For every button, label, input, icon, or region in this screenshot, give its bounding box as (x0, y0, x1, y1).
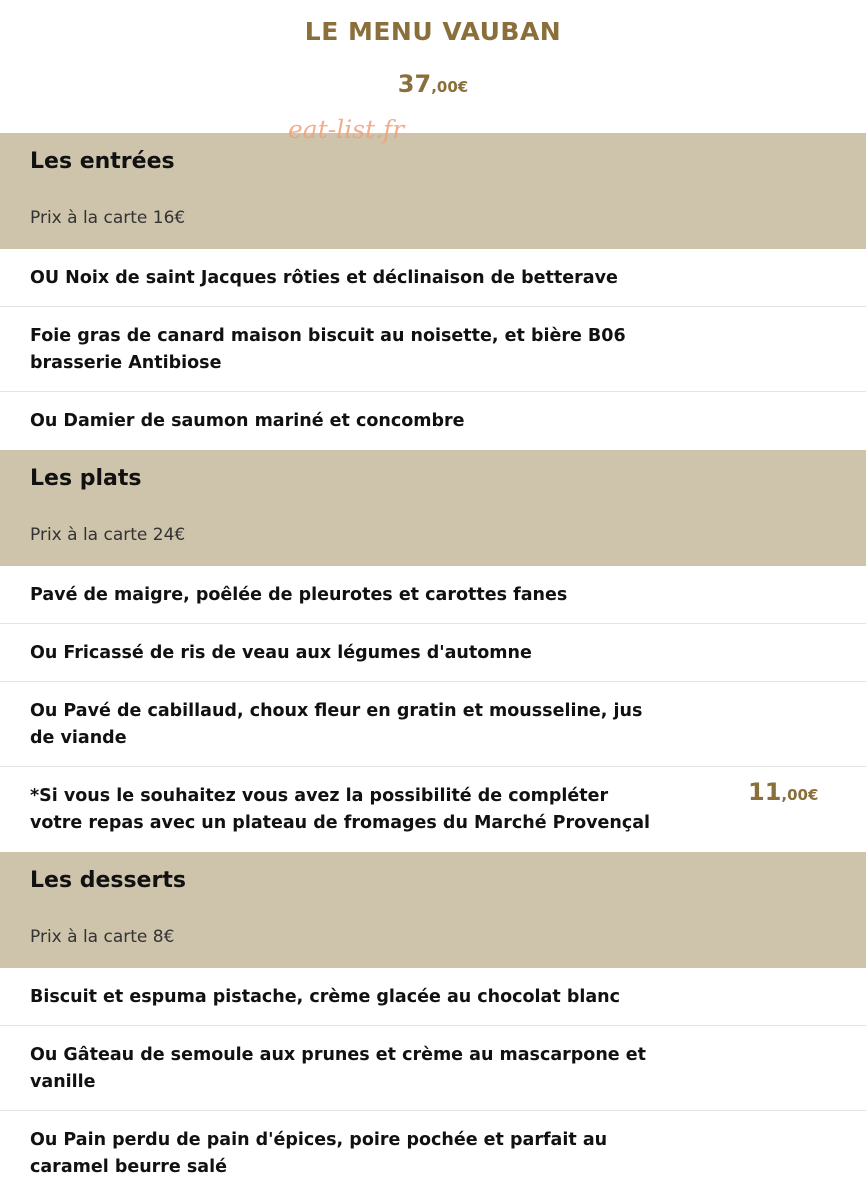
menu-item: Foie gras de canard maison biscuit au noisette, et bière B06 brasserie Antibiose (0, 307, 866, 392)
supplement-text: *Si vous le souhaitez vous avez la possibilité de compléter votre repas avec un plateau de fromages du Marché Provençal (30, 786, 651, 833)
menu-item: Ou Fricassé de ris de veau aux légumes d'automne (0, 624, 866, 682)
section-price: Prix à la carte 24€ (30, 525, 186, 545)
supplement-price-cents: ,00€ (781, 786, 819, 804)
supplement-price-main: 11 (748, 778, 782, 806)
section-price: Prix à la carte 8€ (30, 927, 175, 947)
section-header-plats (0, 450, 866, 566)
menu-item: Ou Pavé de cabillaud, choux fleur en gratin et mousseline, jus de viande (0, 682, 866, 767)
menu-item: OU Noix de saint Jacques rôties et déclinaison de betterave (0, 249, 866, 307)
menu-item: Ou Gâteau de semoule aux prunes et crème au mascarpone et vanille (0, 1026, 866, 1111)
section-header-desserts (0, 852, 866, 968)
menu-price (0, 70, 866, 98)
menu-item: Biscuit et espuma pistache, crème glacée au chocolat blanc (0, 968, 866, 1026)
menu-item: Pavé de maigre, poêlée de pleurotes et carottes fanes (0, 566, 866, 624)
section-title: Les plats (30, 466, 142, 491)
menu-title: LE MENU VAUBAN (304, 17, 562, 46)
section-title: Les desserts (30, 868, 186, 893)
watermark: eat-list.fr (288, 115, 405, 144)
menu-price-cents: ,00€ (431, 78, 469, 96)
menu-item: Ou Pain perdu de pain d'épices, poire pochée et parfait au caramel beurre salé (30, 1130, 608, 1177)
menu-header (0, 0, 866, 133)
supplement-item (0, 767, 866, 852)
section-title: Les entrées (30, 149, 175, 174)
menu-price-main: 37 (397, 70, 432, 98)
supplement-price (748, 779, 818, 809)
section-price: Prix à la carte 16€ (30, 208, 186, 228)
menu-item: Ou Damier de saumon mariné et concombre (30, 411, 465, 431)
section-header-entrees (0, 133, 866, 249)
